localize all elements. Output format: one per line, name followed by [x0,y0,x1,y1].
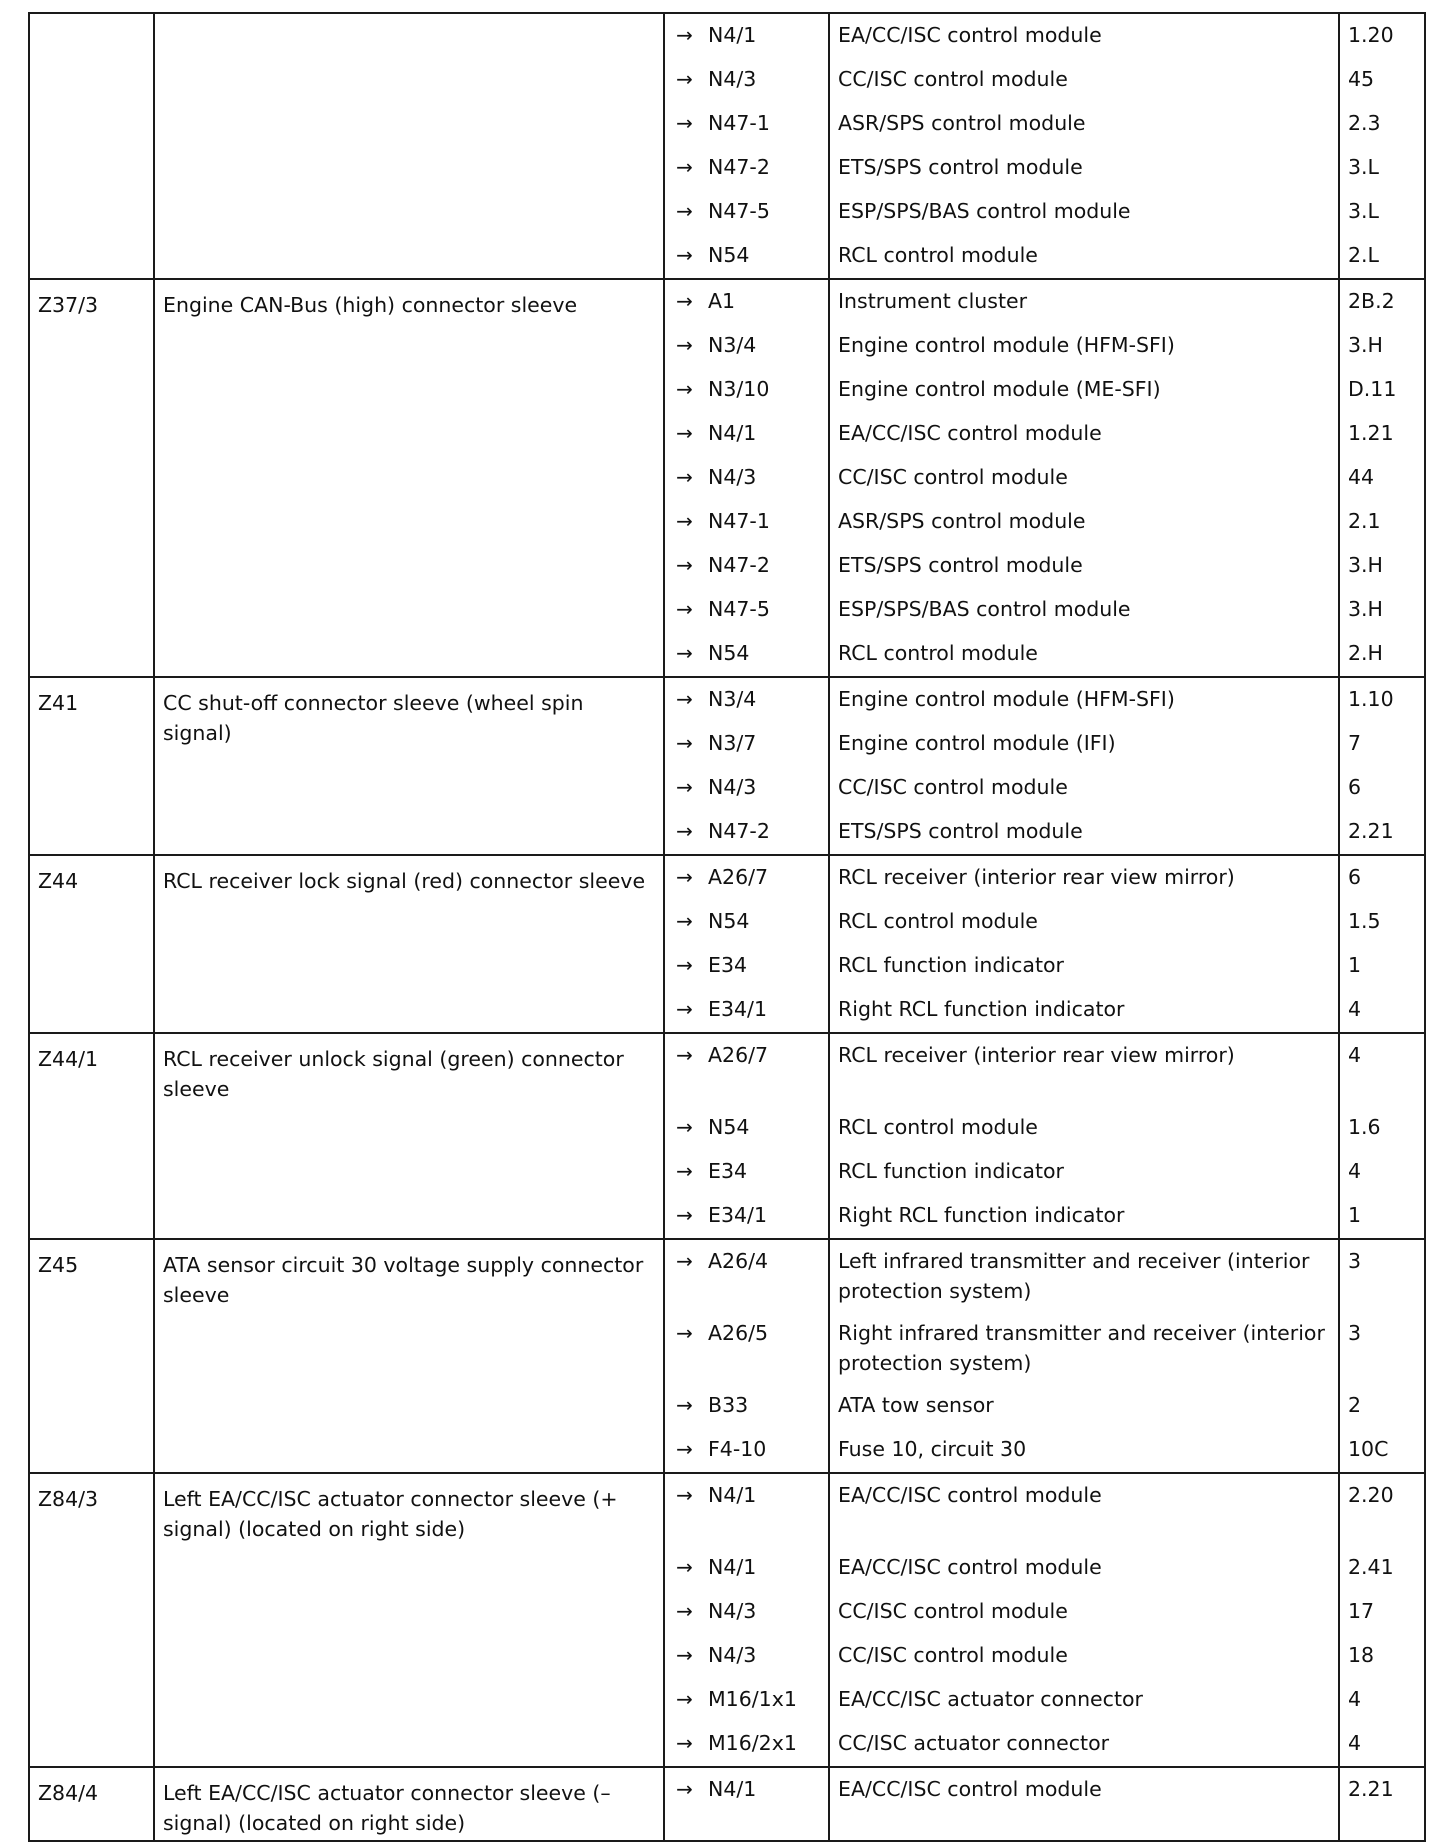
pin-number: 2 [1339,1384,1425,1428]
connector-sleeve-id: Z84/4 [29,1767,154,1841]
component-description: ETS/SPS control module [829,810,1339,855]
component-description: ASR/SPS control module [829,102,1339,146]
connector-sleeve-id [29,13,154,279]
connector-table-body [29,13,1425,1841]
component-description: CC/ISC control module [829,456,1339,500]
component-code: M16/1x1 [708,1687,797,1711]
pin-number: 3.L [1339,146,1425,190]
connector-sleeve-id: Z44/1 [29,1033,154,1239]
pin-number: 4 [1339,1033,1425,1106]
component-code: E34/1 [704,988,829,1033]
pin-number: 1.10 [1339,677,1425,722]
pin-number: 1.20 [1339,13,1425,58]
arrow-icon: → [664,810,704,855]
pin-number: 2.1 [1339,500,1425,544]
arrow-icon: → [664,588,704,632]
connector-sleeve-description: ATA sensor circuit 30 voltage supply connector sleeve [154,1239,664,1473]
component-code: N3/4 [708,333,757,357]
connector-sleeve-id: Z41 [29,677,154,855]
component-code: A26/4 [704,1239,829,1312]
pin-number: 2.20 [1339,1473,1425,1546]
component-description: Fuse 10, circuit 30 [829,1428,1339,1473]
component-description: EA/CC/ISC control module [829,412,1339,456]
arrow-icon: → [664,500,704,544]
component-description: ATA tow sensor [829,1384,1339,1428]
component-code: N4/1 [704,1473,829,1546]
pin-number: 3 [1339,1239,1425,1312]
pin-number: 4 [1339,1678,1425,1722]
arrow-icon: → [664,324,704,368]
component-description: Instrument cluster [829,279,1339,324]
connector-sleeve-description: RCL receiver lock signal (red) connector sleeve [154,855,664,1033]
component-code: E34/1 [704,1194,829,1239]
connector-sleeve-description: Left EA/CC/ISC actuator connector sleeve (– signal) (located on right side) [154,1767,664,1841]
component-description: EA/CC/ISC control module [829,1767,1339,1841]
component-description: ETS/SPS control module [829,146,1339,190]
pin-number: 1 [1339,944,1425,988]
component-code: N47-2 [708,155,770,179]
component-code: N4/1 [708,1555,757,1579]
connection-row [29,279,1425,324]
component-code: N4/3 [708,1599,757,1623]
component-description: Engine control module (HFM-SFI) [829,677,1339,722]
component-code: N54 [704,632,829,677]
component-code: N4/1 [704,13,829,58]
component-description: ASR/SPS control module [829,500,1339,544]
pin-number: 6 [1339,855,1425,900]
component-description: Engine control module (HFM-SFI) [829,324,1339,368]
connection-row [29,1767,1425,1841]
pin-number: 1.6 [1339,1106,1425,1150]
connector-sleeve-id: Z44 [29,855,154,1033]
component-description: RCL function indicator [829,1150,1339,1194]
component-description: RCL function indicator [829,944,1339,988]
connector-table-page [28,12,1424,1842]
arrow-icon: → [664,544,704,588]
pin-number: 6 [1339,766,1425,810]
arrow-icon: → [664,190,704,234]
component-code: N47-1 [708,111,770,135]
pin-number: 2.3 [1339,102,1425,146]
connector-sleeve-description: Left EA/CC/ISC actuator connector sleeve (+ signal) (located on right side) [154,1473,664,1767]
arrow-icon: → [664,1106,704,1150]
component-description: ESP/SPS/BAS control module [829,190,1339,234]
component-code: N47-5 [708,597,770,621]
pin-number: 2.21 [1339,810,1425,855]
connector-sleeve-id: Z37/3 [29,279,154,677]
arrow-icon: → [664,1722,704,1767]
pin-number: 2B.2 [1339,279,1425,324]
pin-number: 3.H [1339,324,1425,368]
component-description: CC/ISC control module [829,58,1339,102]
connector-sleeve-id: Z45 [29,1239,154,1473]
arrow-icon: → [664,1384,704,1428]
pin-number: 3.H [1339,588,1425,632]
component-code: N4/3 [708,1643,757,1667]
pin-number: 44 [1339,456,1425,500]
arrow-icon: → [664,1150,704,1194]
component-description: CC/ISC control module [829,1590,1339,1634]
connection-row [29,855,1425,900]
pin-number: 3.L [1339,190,1425,234]
component-code: A26/7 [704,1033,829,1106]
connector-sleeve-description: Engine CAN-Bus (high) connector sleeve [154,279,664,677]
component-code: N3/4 [704,677,829,722]
component-description: CC/ISC control module [829,766,1339,810]
pin-number: 3 [1339,1312,1425,1384]
component-code: N4/3 [708,465,757,489]
connector-table [28,12,1426,1842]
connector-sleeve-id: Z84/3 [29,1473,154,1767]
component-description: RCL control module [829,234,1339,279]
pin-number: 1 [1339,1194,1425,1239]
component-code: E34 [708,1159,748,1183]
connection-row [29,13,1425,58]
component-code: N4/1 [704,1767,829,1841]
pin-number: D.11 [1339,368,1425,412]
arrow-icon: → [664,1194,704,1239]
pin-number: 2.41 [1339,1546,1425,1590]
component-description: RCL receiver (interior rear view mirror) [829,1033,1339,1106]
component-code: N47-1 [708,509,770,533]
arrow-icon: → [664,412,704,456]
component-description: Engine control module (ME-SFI) [829,368,1339,412]
component-code: M16/2x1 [704,1722,829,1767]
component-code: N4/1 [708,421,757,445]
arrow-icon: → [664,1767,704,1841]
component-description: CC/ISC actuator connector [829,1722,1339,1767]
component-code: N4/3 [708,775,757,799]
connector-sleeve-description: RCL receiver unlock signal (green) connector sleeve [154,1033,664,1239]
component-code: N3/10 [708,377,770,401]
arrow-icon: → [664,1678,704,1722]
pin-number: 45 [1339,58,1425,102]
connector-sleeve-description [154,13,664,279]
arrow-icon: → [664,1428,704,1473]
component-description: ETS/SPS control module [829,544,1339,588]
component-code: F4-10 [704,1428,829,1473]
connection-row [29,1473,1425,1546]
component-description: EA/CC/ISC control module [829,1546,1339,1590]
arrow-icon: → [664,146,704,190]
pin-number: 2.L [1339,234,1425,279]
component-code: N47-5 [708,199,770,223]
component-description: EA/CC/ISC control module [829,1473,1339,1546]
arrow-icon: → [664,900,704,944]
pin-number: 1.21 [1339,412,1425,456]
component-description: Left infrared transmitter and receiver (interior protection system) [829,1239,1339,1312]
pin-number: 4 [1339,1722,1425,1767]
arrow-icon: → [664,234,704,279]
component-description: RCL control module [829,900,1339,944]
arrow-icon: → [664,855,704,900]
pin-number: 2.21 [1339,1767,1425,1841]
connection-row [29,677,1425,722]
connection-row [29,1239,1425,1312]
pin-number: 18 [1339,1634,1425,1678]
pin-number: 2.H [1339,632,1425,677]
arrow-icon: → [664,1634,704,1678]
component-code: E34 [708,953,748,977]
arrow-icon: → [664,632,704,677]
arrow-icon: → [664,988,704,1033]
arrow-icon: → [664,58,704,102]
arrow-icon: → [664,1239,704,1312]
arrow-icon: → [664,368,704,412]
arrow-icon: → [664,766,704,810]
component-code: A1 [704,279,829,324]
pin-number: 3.H [1339,544,1425,588]
component-code: N47-2 [704,810,829,855]
component-description: RCL receiver (interior rear view mirror) [829,855,1339,900]
component-description: Engine control module (IFI) [829,722,1339,766]
component-description: EA/CC/ISC actuator connector [829,1678,1339,1722]
arrow-icon: → [664,677,704,722]
pin-number: 7 [1339,722,1425,766]
pin-number: 17 [1339,1590,1425,1634]
pin-number: 4 [1339,988,1425,1033]
component-description: Right RCL function indicator [829,988,1339,1033]
connection-row [29,1033,1425,1106]
component-code: A26/7 [704,855,829,900]
pin-number: 10C [1339,1428,1425,1473]
arrow-icon: → [664,1312,704,1384]
component-description: Right infrared transmitter and receiver (interior protection system) [829,1312,1339,1384]
component-description: RCL control module [829,1106,1339,1150]
arrow-icon: → [664,1033,704,1106]
arrow-icon: → [664,1590,704,1634]
pin-number: 4 [1339,1150,1425,1194]
component-code: N54 [708,1115,750,1139]
arrow-icon: → [664,1546,704,1590]
arrow-icon: → [664,1473,704,1546]
component-description: ESP/SPS/BAS control module [829,588,1339,632]
pin-number: 1.5 [1339,900,1425,944]
component-code: N54 [708,909,750,933]
component-description: Right RCL function indicator [829,1194,1339,1239]
component-code: A26/5 [708,1321,769,1345]
component-description: EA/CC/ISC control module [829,13,1339,58]
arrow-icon: → [664,13,704,58]
component-code: N54 [704,234,829,279]
arrow-icon: → [664,456,704,500]
component-code: N3/7 [708,731,757,755]
component-description: RCL control module [829,632,1339,677]
arrow-icon: → [664,102,704,146]
component-description: CC/ISC control module [829,1634,1339,1678]
component-code: N47-2 [708,553,770,577]
arrow-icon: → [664,279,704,324]
arrow-icon: → [664,722,704,766]
arrow-icon: → [664,944,704,988]
component-code: B33 [708,1393,749,1417]
component-code: N4/3 [708,67,757,91]
connector-sleeve-description: CC shut-off connector sleeve (wheel spin signal) [154,677,664,855]
